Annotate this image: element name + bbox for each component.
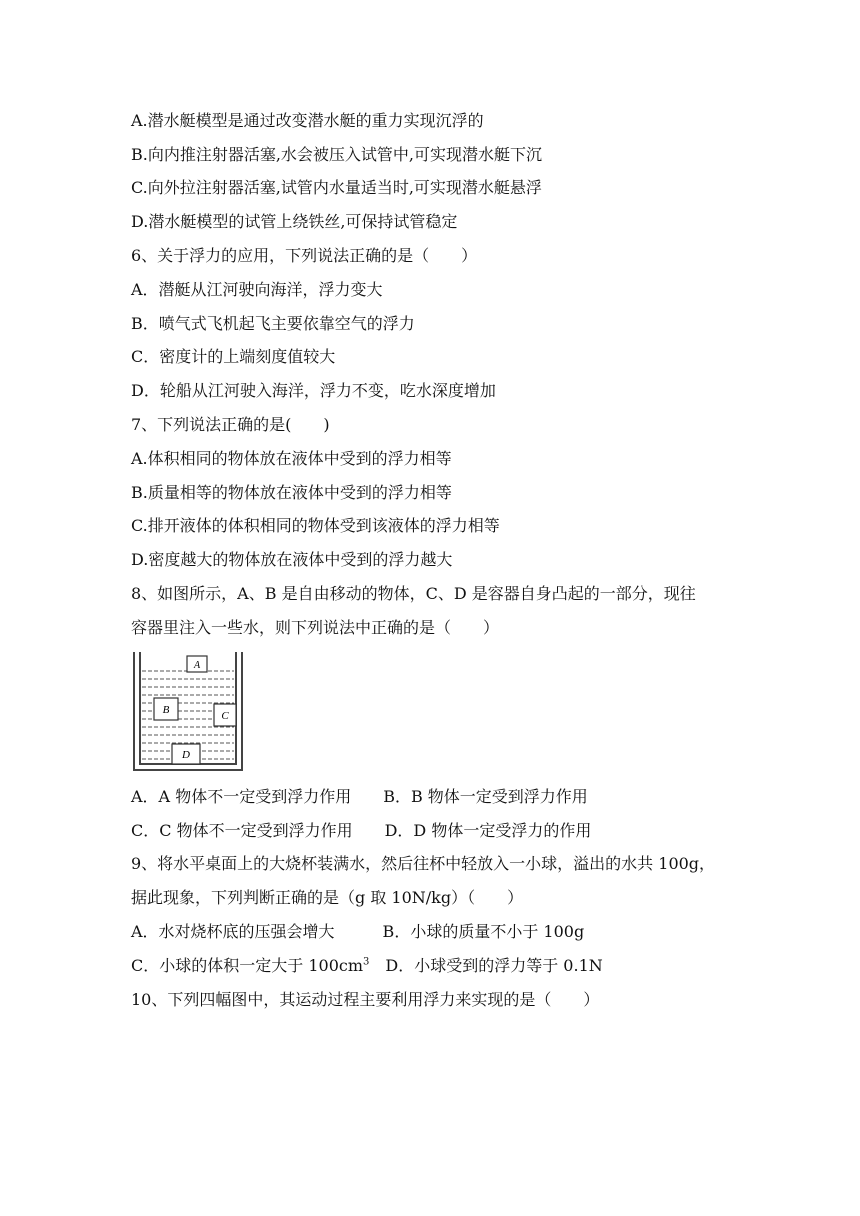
q5-option-d: D.潜水艇模型的试管上绕铁丝,可保持试管稳定 (131, 212, 458, 231)
q8-options-ab: A．A 物体不一定受到浮力作用 B．B 物体一定受到浮力作用 (131, 787, 588, 806)
container-figure (130, 652, 246, 774)
q8-stem-line1: 8、如图所示，A、B 是自由移动的物体，C、D 是容器自身凸起的一部分，现往 (131, 584, 696, 603)
q7-option-d: D.密度越大的物体放在液体中受到的浮力越大 (131, 550, 453, 569)
q8-options-cd: C．C 物体不一定受到浮力作用 D．D 物体一定受浮力的作用 (131, 821, 592, 840)
q9-option-d: D．小球受到的浮力等于 0.1N (369, 956, 603, 975)
q5-option-b: B.向内推注射器活塞,水会被压入试管中,可实现潜水艇下沉 (131, 145, 543, 164)
block-c-label: C (221, 710, 229, 722)
q9-stem-line1: 9、将水平桌面上的大烧杯装满水，然后往杯中轻放入一小球，溢出的水共 100g， (131, 854, 716, 873)
q9-options-cd (131, 956, 603, 976)
q7-option-b: B.质量相等的物体放在液体中受到的浮力相等 (131, 483, 452, 502)
q10-stem: 10、下列四幅图中，其运动过程主要利用浮力来实现的是（ ） (131, 990, 600, 1009)
q5-option-c: C.向外拉注射器活塞,试管内水量适当时,可实现潜水艇悬浮 (131, 178, 542, 197)
block-d-label: D (182, 749, 190, 761)
q6-option-d: D．轮船从江河驶入海洋，浮力不变，吃水深度增加 (131, 381, 496, 400)
q8-stem-line2: 容器里注入一些水，则下列说法中正确的是（ ） (131, 618, 500, 637)
q9-option-c: C．小球的体积一定大于 100cm (131, 956, 364, 975)
q9-option-c-superscript: 3 (363, 956, 370, 968)
q6-stem: 6、关于浮力的应用，下列说法正确的是（ ） (131, 246, 478, 265)
q6-option-b: B．喷气式飞机起飞主要依靠空气的浮力 (131, 314, 415, 333)
q6-option-c: C．密度计的上端刻度值较大 (131, 347, 336, 366)
q7-stem: 7、下列说法正确的是( ) (131, 415, 330, 434)
q7-option-a: A.体积相同的物体放在液体中受到的浮力相等 (131, 449, 452, 468)
q9-stem-line2: 据此现象，下列判断正确的是（g 取 10N/kg）（ ） (131, 888, 524, 907)
block-a-label: A (193, 660, 201, 671)
q7-option-c: C.排开液体的体积相同的物体受到该液体的浮力相等 (131, 516, 500, 535)
q9-options-ab: A．水对烧杯底的压强会增大 B．小球的质量不小于 100g (131, 922, 585, 941)
block-b-label: B (162, 704, 170, 716)
q6-option-a: A．潜艇从江河驶向海洋，浮力变大 (131, 280, 383, 299)
q5-option-a: A.潜水艇模型是通过改变潜水艇的重力实现沉浮的 (131, 111, 484, 130)
